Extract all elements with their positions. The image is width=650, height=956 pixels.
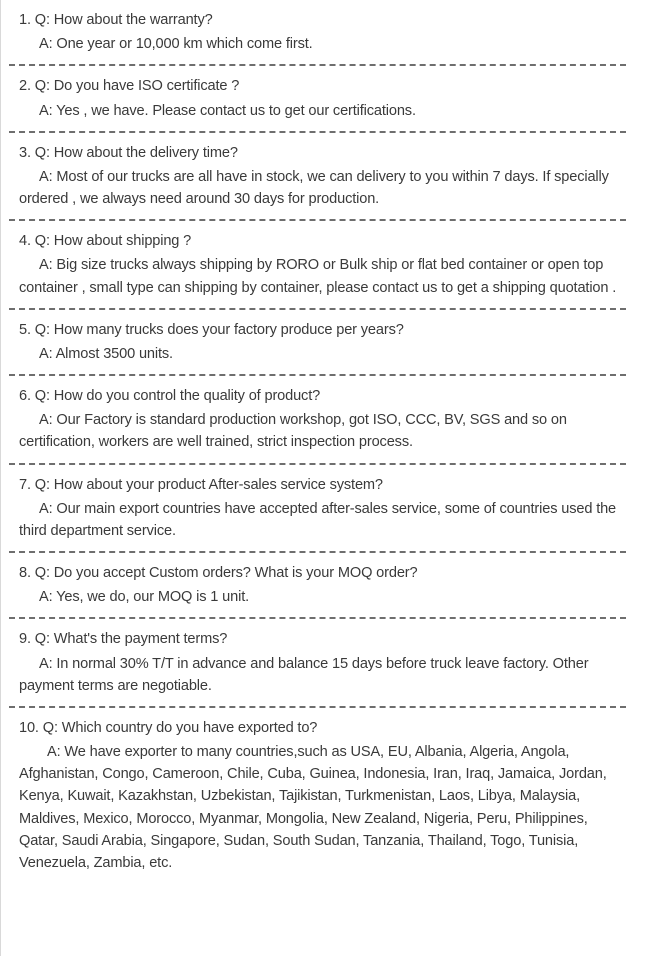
faq-item <box>1 619 650 708</box>
faq-answer: A: Most of our trucks are all have in stock, we can delivery to you within 7 days. If specially ordered , we always need around 30 days for production. <box>19 168 613 208</box>
faq-item-body <box>1 66 650 130</box>
faq-item-body <box>1 0 650 64</box>
faq-item <box>1 310 650 376</box>
faq-question: 9. Q: What's the payment terms? <box>19 631 228 648</box>
faq-answer: A: One year or 10,000 km which come first. <box>39 36 313 53</box>
faq-item <box>1 221 650 310</box>
faq-answer: A: We have exporter to many countries,such as USA, EU, Albania, Algeria, Angola, Afghanistan, Congo, Cameroon, Chile, Cuba, Guinea, Indonesia, Iran, Iraq, Jamaica, Jordan, Kenya, Kuwait, Kazakhstan, Uzbekistan, Tajikistan, Turkmenistan, Laos, Libya, Malaysia, Maldives, Mexico, Morocco, Myanmar, Mongolia, New Zealand, Nigeria, Peru, Philippines, Qatar, Saudi Arabia, Singapore, Sudan, South Sudan, Tanzania, Thailand, Togo, Tunisia, Venezuela, Zambia, etc. <box>19 744 611 871</box>
faq-answer: A: In normal 30% T/T in advance and balance 15 days before truck leave factory. Other payment terms are negotiable. <box>19 655 593 694</box>
faq-answer: A: Yes , we have. Please contact us to get our certifications. <box>39 102 416 119</box>
faq-question: 10. Q: Which country do you have exported to? <box>19 719 318 736</box>
faq-question: 7. Q: How about your product After-sales service system? <box>19 476 383 493</box>
faq-item-body <box>1 619 650 706</box>
faq-item-body <box>1 310 650 374</box>
faq-answer: A: Our main export countries have accepted after-sales service, some of countries used the third department service. <box>19 500 620 539</box>
faq-item <box>1 553 650 619</box>
faq-answer: A: Yes, we do, our MOQ is 1 unit. <box>39 589 250 606</box>
faq-item-body <box>1 376 650 463</box>
faq-answer: A: Almost 3500 units. <box>39 345 173 362</box>
faq-item-body <box>1 465 650 552</box>
faq-question: 4. Q: How about shipping ? <box>19 233 192 250</box>
faq-item-body <box>1 708 650 883</box>
faq-question: 2. Q: Do you have ISO certificate ? <box>19 78 240 95</box>
faq-question: 5. Q: How many trucks does your factory produce per years? <box>19 321 404 338</box>
faq-item <box>1 376 650 465</box>
faq-question: 3. Q: How about the delivery time? <box>19 144 238 161</box>
faq-question: 6. Q: How do you control the quality of product? <box>19 388 321 405</box>
faq-item <box>1 708 650 883</box>
faq-item <box>1 465 650 554</box>
faq-list <box>1 0 650 883</box>
faq-item <box>1 66 650 132</box>
faq-answer: A: Big size trucks always shipping by RORO or Bulk ship or flat bed container or open top container , small type can shipping by container, please contact us to get a shipping quotation . <box>19 257 617 296</box>
faq-item <box>1 133 650 222</box>
faq-answer: A: Our Factory is standard production workshop, got ISO, CCC, BV, SGS and so on certification, workers are well trained, strict inspection process. <box>19 412 571 451</box>
faq-item-body <box>1 553 650 617</box>
faq-item <box>1 0 650 66</box>
faq-question: 1. Q: How about the warranty? <box>19 12 213 28</box>
faq-question: 8. Q: Do you accept Custom orders? What is your MOQ order? <box>19 565 418 582</box>
faq-item-body <box>1 133 650 220</box>
faq-item-body <box>1 221 650 308</box>
